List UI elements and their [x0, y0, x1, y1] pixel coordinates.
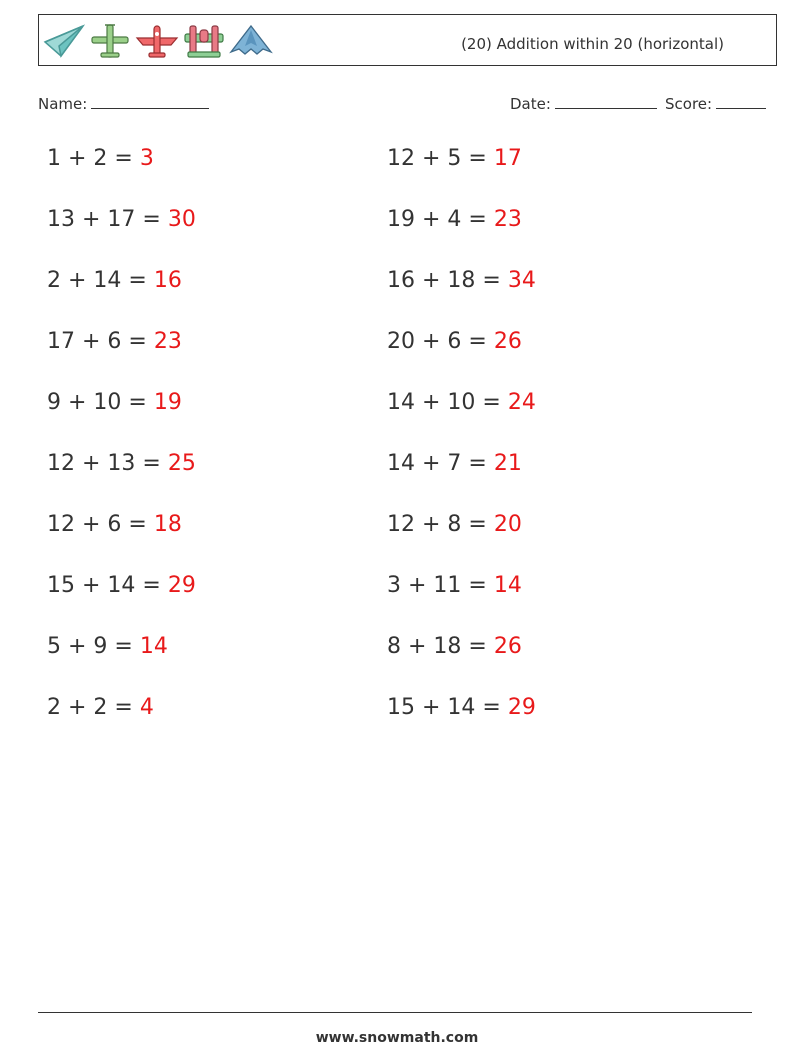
- problem-answer: 18: [153, 512, 182, 537]
- problem-row: [47, 207, 747, 247]
- stealth-bomber-icon: [229, 22, 273, 60]
- problem: [47, 512, 182, 537]
- red-plane-icon: [135, 22, 179, 60]
- date-blank-line[interactable]: [555, 94, 657, 109]
- problem-expression: 5 + 9 =: [47, 634, 133, 659]
- problem-answer: 29: [507, 695, 536, 720]
- problem-row: [47, 512, 747, 552]
- problem-row: [47, 573, 747, 613]
- header-icons: [43, 21, 273, 61]
- problem-answer: 20: [493, 512, 522, 537]
- problem: [387, 268, 536, 293]
- problem-answer: 29: [167, 573, 196, 598]
- problem-row: [47, 268, 747, 308]
- problem-expression: 13 + 17 =: [47, 207, 161, 232]
- problem-expression: 15 + 14 =: [387, 695, 501, 720]
- name-label: Name:: [38, 95, 88, 113]
- problem: [387, 146, 522, 171]
- problem-answer: 26: [493, 329, 522, 354]
- problem-expression: 20 + 6 =: [387, 329, 487, 354]
- problem-row: [47, 695, 747, 735]
- problem-row: [47, 390, 747, 430]
- paper-plane-icon: [43, 22, 85, 60]
- problem: [47, 390, 182, 415]
- problem: [387, 573, 522, 598]
- problem-row: [47, 329, 747, 369]
- problem: [387, 512, 522, 537]
- problem-expression: 3 + 11 =: [387, 573, 487, 598]
- problem-row: [47, 451, 747, 491]
- problem-answer: 17: [493, 146, 522, 171]
- problem-answer: 4: [139, 695, 154, 720]
- problem: [47, 573, 196, 598]
- problem-expression: 14 + 7 =: [387, 451, 487, 476]
- problem: [47, 695, 154, 720]
- problem-answer: 14: [493, 573, 522, 598]
- date-field: [510, 94, 657, 113]
- problem-expression: 16 + 18 =: [387, 268, 501, 293]
- score-blank-line[interactable]: [716, 94, 766, 109]
- problem: [47, 451, 196, 476]
- problem-expression: 12 + 5 =: [387, 146, 487, 171]
- problem: [387, 695, 536, 720]
- problem-expression: 19 + 4 =: [387, 207, 487, 232]
- problem-expression: 15 + 14 =: [47, 573, 161, 598]
- problem-answer: 26: [493, 634, 522, 659]
- problem-answer: 34: [507, 268, 536, 293]
- problem: [47, 634, 168, 659]
- header-box: [38, 14, 777, 66]
- date-label: Date:: [510, 95, 551, 113]
- problem: [387, 390, 536, 415]
- problem: [387, 634, 522, 659]
- problem: [387, 329, 522, 354]
- problem-expression: 12 + 13 =: [47, 451, 161, 476]
- problem-expression: 12 + 8 =: [387, 512, 487, 537]
- score-label: Score:: [665, 95, 713, 113]
- problem: [47, 329, 182, 354]
- problem-expression: 1 + 2 =: [47, 146, 133, 171]
- twin-boom-plane-icon: [183, 22, 225, 60]
- problem: [47, 207, 196, 232]
- problem-answer: 23: [153, 329, 182, 354]
- problem-answer: 19: [153, 390, 182, 415]
- problem-expression: 17 + 6 =: [47, 329, 147, 354]
- problem-expression: 8 + 18 =: [387, 634, 487, 659]
- problem-expression: 12 + 6 =: [47, 512, 147, 537]
- problem-answer: 21: [493, 451, 522, 476]
- problem-expression: 2 + 2 =: [47, 695, 133, 720]
- problem-answer: 3: [139, 146, 154, 171]
- problem: [387, 207, 522, 232]
- problem: [47, 146, 154, 171]
- name-field: [38, 94, 209, 113]
- name-blank-line[interactable]: [91, 94, 209, 109]
- problem-expression: 9 + 10 =: [47, 390, 147, 415]
- footer-url: www.snowmath.com: [315, 1030, 479, 1046]
- problem: [387, 451, 522, 476]
- problem-expression: 2 + 14 =: [47, 268, 147, 293]
- problem: [47, 268, 182, 293]
- problem-answer: 24: [507, 390, 536, 415]
- footer-divider: [38, 1012, 752, 1013]
- score-field: [665, 94, 766, 113]
- problem-expression: 14 + 10 =: [387, 390, 501, 415]
- green-plane-icon: [89, 22, 131, 60]
- problem-answer: 16: [153, 268, 182, 293]
- problem-answer: 30: [167, 207, 196, 232]
- problem-row: [47, 146, 747, 186]
- problem-answer: 23: [493, 207, 522, 232]
- worksheet-title: (20) Addition within 20 (horizontal): [461, 35, 724, 53]
- problem-answer: 25: [167, 451, 196, 476]
- problem-row: [47, 634, 747, 674]
- problem-answer: 14: [139, 634, 168, 659]
